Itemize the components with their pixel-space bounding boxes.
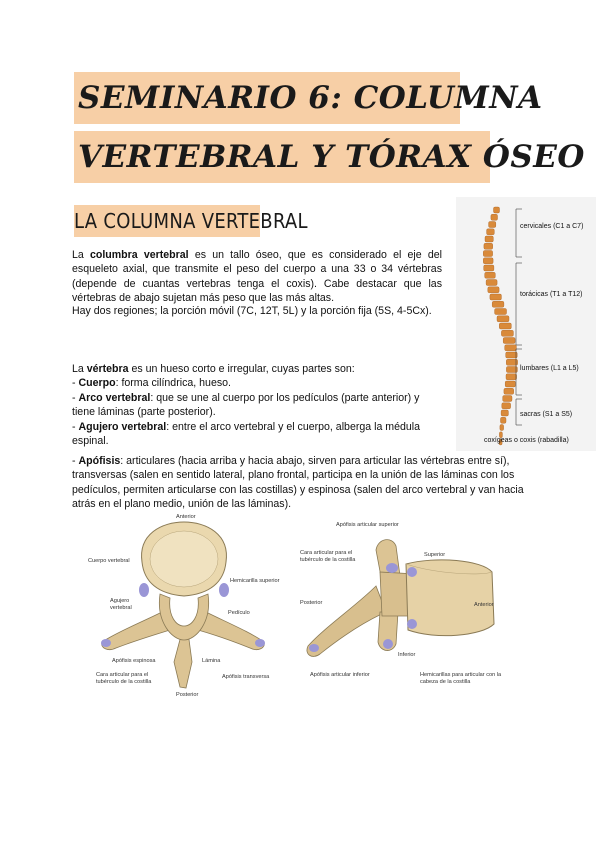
label-anterior-lateral: Anterior (474, 602, 494, 608)
item-desc: : articulares (hacia arriba y hacia abajo, sirven para articular las vértebras entre sí), transversas (salen en sentido lateral, plano frontal, participa en la unión de las láminas con los pedículos, permiten articularse con las costillas) y espinosa (salen del arco vertebral y van hacia atrás en el plano medio, unión de las láminas). (72, 455, 524, 511)
section-heading: LA COLUMNA VERTEBRAL (74, 205, 260, 237)
list-item: - Cuerpo: forma cilíndrica, hueso. (72, 377, 231, 390)
hemifacet-inferior (407, 619, 417, 629)
transverse-process-right (198, 612, 264, 650)
vertebra-segment (501, 417, 507, 423)
label-pediculo: Pedículo (228, 610, 250, 616)
vertebra-segment (485, 236, 493, 242)
intro-bold-term: columbra vertebral (89, 249, 189, 261)
regions-paragraph: Hay dos regiones; la porción móvil (7C, 12T, 5L) y la porción fija (5S, 4-5Cx). (72, 305, 432, 317)
item-desc: : que se une al cuerpo por los pedículos (parte anterior) y tiene láminas (parte posterior). (72, 391, 420, 419)
list-item: - Agujero vertebral: entre el arco vertebral y el cuerpo, alberga la médula espinal. (72, 420, 421, 448)
vertebra-segment (503, 396, 512, 402)
label-inferior: Inferior (398, 652, 416, 658)
vertebra-segment (488, 287, 499, 293)
vertebra-segment (492, 301, 504, 307)
facet-transverse-left (101, 639, 111, 647)
vertebra-segment (497, 316, 509, 322)
vertebra-segment (506, 352, 518, 358)
item-desc: : forma cilíndrica, hueso. (115, 377, 231, 390)
item-term: Arco vertebral (78, 391, 151, 404)
vertebra-segment (501, 410, 508, 416)
body-surface (150, 531, 218, 587)
vertebra-segment (489, 222, 496, 228)
spine-figure (456, 197, 596, 451)
vertebra-segment (490, 294, 502, 300)
label-cara-articular: Cara articular para el tubérculo de la costilla (96, 672, 152, 685)
vertebra-segment (503, 338, 515, 344)
vertebra-segment (502, 403, 511, 409)
label-apofisis-transversa: Apófisis transversa (222, 674, 270, 680)
vertebra-segment (483, 258, 493, 264)
vertebral-body-lateral (406, 560, 494, 636)
intro-paragraph (72, 248, 442, 306)
spine-label-lumbar: lumbares (L1 a L5) (520, 365, 579, 372)
vertebra-segment (484, 243, 493, 249)
spinous-process-lateral (307, 586, 386, 656)
vertebra-segment (483, 251, 492, 257)
label-cara-articular-lateral: Cara articular para el tubérculo de la costilla (300, 550, 356, 563)
spine-label-coccyx: coxígeas o coxis (rabadilla) (484, 437, 569, 444)
item-term: Apófisis (78, 455, 121, 467)
vertebra-segment (504, 388, 514, 394)
label-posterior: Posterior (176, 692, 199, 698)
vertebra-parts (72, 362, 442, 448)
item-term: Agujero vertebral (78, 420, 167, 433)
hemifacet-superior (407, 567, 417, 577)
vertebra-segment (505, 381, 515, 387)
vertebra-segment (484, 265, 494, 271)
vertebra-intro-pre: La (72, 363, 87, 375)
label-hemicarilla: Hemicarilla superior (230, 578, 280, 584)
label-hemicarillas: Hemicarillas para articular con la cabeza de la costilla (420, 672, 502, 685)
vertebra-intro (72, 362, 442, 376)
label-cuerpo: Cuerpo vertebral (88, 558, 130, 564)
vertebra-segment (491, 214, 498, 220)
vertebra-segment (487, 229, 495, 235)
facet-transverse-right (255, 639, 265, 647)
vertebra-intro-rest: es un hueso corto e irregular, cuyas partes son: (128, 363, 355, 375)
vertebra-segment (500, 425, 504, 431)
label-posterior-lateral: Posterior (300, 600, 323, 606)
spine-label-thoracic: torácicas (T1 a T12) (520, 291, 583, 298)
vertebra-segment (501, 330, 513, 336)
label-lamina: Lámina (202, 658, 221, 664)
list-item: - Apófisis: articulares (hacia arriba y hacia abajo, sirven para articular las vértebras entre sí), transversas (salen en sentido lateral, plano frontal, participa en la unión de las láminas con los pedículos, permiten articularse con las costillas) y espinosa (salen del arco vertebral y van hacia atrás en el plano medio, unión de las láminas). (72, 455, 524, 511)
vertebra-segment (485, 272, 496, 278)
label-apofisis-sup: Apófisis articular superior (336, 522, 399, 528)
list-item: - Arco vertebral: que se une al cuerpo por los pedículos (parte anterior) y tiene láminas (parte posterior). (72, 391, 420, 419)
label-apofisis-espinosa: Apófisis espinosa (112, 658, 156, 664)
intro-text-rest: es un tallo óseo, que es considerado el eje del esqueleto axial, que transmite el peso del cuerpo a una 33 o 34 vértebras (depende de cuantas vertebras tenga el coxis). Cabe destacar que las vértebras de abajo sujetan más peso que las más altas. (72, 249, 442, 305)
item-term: Cuerpo (78, 377, 116, 390)
facet-transverse-lateral (309, 644, 319, 652)
vertebra-segment (499, 323, 511, 329)
facet-superior-lateral (386, 563, 398, 573)
vertebra-lateral-view (296, 516, 522, 696)
label-apofisis-inf: Apófisis articular inferior (310, 672, 370, 678)
page-title-line-1: SEMINARIO 6: COLUMNA (74, 72, 460, 124)
vertebra-superior-view (82, 512, 288, 702)
label-superior: Superior (424, 552, 446, 558)
vertebra-segment (494, 207, 500, 213)
transverse-process-left (102, 612, 170, 650)
vertebral-arch (159, 594, 208, 640)
vertebra-segment (495, 309, 507, 315)
facet-right (219, 583, 229, 597)
vertebra-intro-bold: vértebra (86, 363, 129, 375)
vertebra-segment (486, 280, 497, 286)
spine-label-cervical: cervicales (C1 a C7) (520, 223, 584, 230)
item-desc: : entre el arco vertebral y el cuerpo, alberga la médula espinal. (72, 420, 421, 448)
page-title-line-2: VERTEBRAL Y TÓRAX ÓSEO (74, 131, 490, 183)
label-anterior: Anterior (176, 514, 196, 520)
spinous-process (174, 632, 192, 688)
vertebra-segment (506, 374, 517, 380)
intro-text-pre: La (72, 249, 90, 261)
vertebra-segment (505, 345, 517, 351)
label-agujero: Agujero vertebral (110, 598, 132, 611)
spine-label-sacral: sacras (S1 a S5) (520, 411, 573, 418)
facet-left (139, 583, 149, 597)
facet-inferior-lateral (383, 639, 393, 649)
